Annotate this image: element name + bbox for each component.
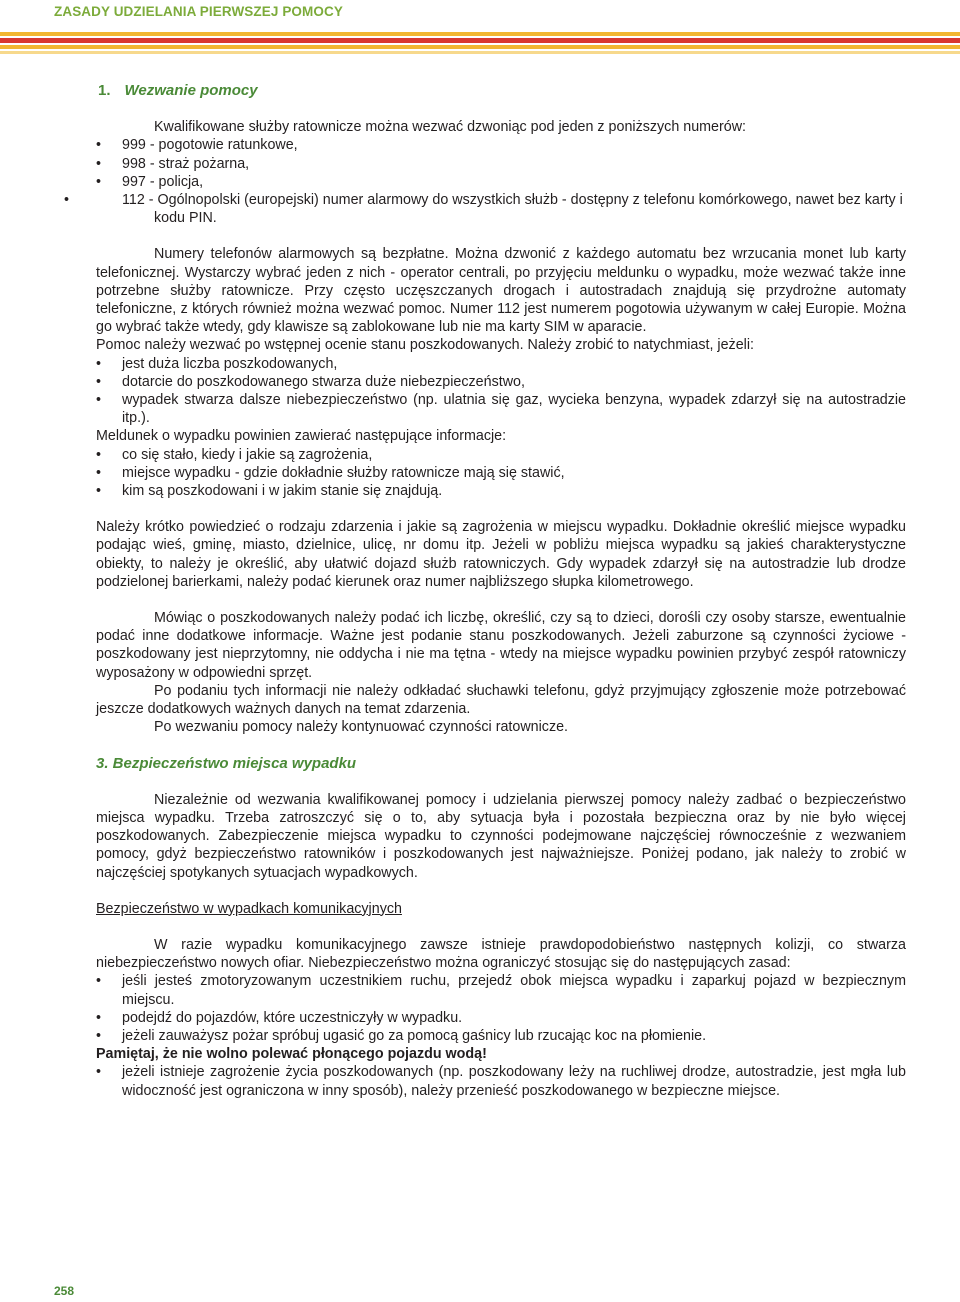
when-to-call-list xyxy=(96,355,906,428)
list-item: • jeżeli zauważysz pożar spróbuj ugasić go za pomocą gaśnicy lub rzucając koc na płomienie. xyxy=(96,1027,906,1045)
paragraph-hangup: Po podaniu tych informacji nie należy odkładać słuchawki telefonu, gdyż przyjmujący zgłoszenie może potrzebować jeszcze dodatkowych ważnych danych na temat zdarzenia. xyxy=(96,682,906,718)
paragraph-continue: Po wezwaniu pomocy należy kontynuować czynności ratownicze. xyxy=(154,719,569,736)
list-item: • miejsce wypadku - gdzie dokładnie służby ratownicze mają się stawić, xyxy=(96,464,906,482)
section-1-heading xyxy=(96,82,906,100)
running-header: ZASADY UDZIELANIA PIERWSZEJ POMOCY xyxy=(54,4,343,19)
stripe-light xyxy=(0,51,960,54)
list-item: • 999 - pogotowie ratunkowe, xyxy=(96,136,906,154)
header-stripes xyxy=(0,32,960,56)
subheading-traffic: Bezpieczeństwo w wypadkach komunikacyjnych xyxy=(96,900,402,917)
stripe-yellow xyxy=(0,32,960,36)
page-number: 258 xyxy=(54,1284,75,1298)
paragraph-report: Meldunek o wypadku powinien zawierać następujące informacje: xyxy=(96,428,507,445)
list-item: • wypadek stwarza dalsze niebezpieczeństwo (np. ulatnia się gaz, wycieka benzyna, wypadek zdarzył się na autostradzie itp.). xyxy=(96,391,906,427)
list-item: • jest duża liczba poszkodowanych, xyxy=(96,355,906,373)
list-item: • podejdź do pojazdów, które uczestniczyły w wypadku. xyxy=(96,1009,906,1027)
traffic-rules-list-2 xyxy=(96,1063,906,1099)
paragraph-place: Należy krótko powiedzieć o rodzaju zdarzenia i jakie są zagrożenia w miejscu wypadku. Dokładnie określić miejsce wypadku podając wieś, gminę, miasto, dzielnice, ulicę, nr domu itp. Jeżeli w pobliżu miejsca wypadku są jakieś charakterystyczne obiekty, to należy je określić, aby ułatwić dojazd służb ratowniczych. Gdy wypadek zdarzył się na autostradzie lub drodze podzielonej barierkami, należy podać kierunek oraz numer najbliższego słupka kilometrowego. xyxy=(96,519,906,590)
list-item: • jeżeli istnieje zagrożenie życia poszkodowanych (np. poszkodowany leży na ruchliwej drodze, autostradzie, jest mgła lub widoczność jest ograniczona w inny sposób), należy przenieść poszkodowanego w bezpieczne miejsce. xyxy=(96,1063,906,1099)
list-item: • dotarcie do poszkodowanego stwarza duże niebezpieczeństwo, xyxy=(96,373,906,391)
stripe-orange xyxy=(0,45,960,49)
section-1-number: 1. xyxy=(98,82,111,99)
page-content xyxy=(96,82,906,1100)
traffic-rules-list xyxy=(96,972,906,1045)
section-3-heading: 3. Bezpieczeństwo miejsca wypadku xyxy=(96,754,357,772)
paragraph-traffic: W razie wypadku komunikacyjnego zawsze istnieje prawdopodobieństwo następnych kolizji, co stwarza niebezpieczeństwo nowych ofiar. Niebezpieczeństwo można ograniczyć stosując się do następujących zasad: xyxy=(96,936,906,972)
list-item: • kim są poszkodowani i w jakim stanie się znajdują. xyxy=(96,482,906,500)
paragraph-when-to-call: Pomoc należy wezwać po wstępnej ocenie stanu poszkodowanych. Należy zrobić to natychmiast, jeżeli: xyxy=(96,337,754,354)
list-item: • 112 - Ogólnopolski (europejski) numer alarmowy do wszystkich służb - dostępny z telefonu komórkowego, nawet bez karty i kodu PIN. xyxy=(96,191,906,227)
emergency-numbers-list xyxy=(96,136,906,227)
paragraph-victims: Mówiąc o poszkodowanych należy podać ich liczbę, określić, czy są to dzieci, dorośli czy osoby starsze, ewentualnie podać inne dodatkowe informacje. Ważne jest podanie stanu poszkodowanych. Jeżeli zaburzone są czynności życiowe - poszkodowany jest nieprzytomny, nie oddycha i nie ma tętna - wtedy na miejsce wypadku powinien przybyć zespół ratowniczy wyposażony w odpowiedni sprzęt. xyxy=(96,610,906,681)
list-item: • co się stało, kiedy i jakie są zagrożenia, xyxy=(96,446,906,464)
list-item: • 997 - policja, xyxy=(96,173,906,191)
list-item: • jeśli jesteś zmotoryzowanym uczestnikiem ruchu, przejedź obok miejsca wypadku i zaparkuj pojazd w bezpiecznym miejscu. xyxy=(96,972,906,1008)
paragraph-scene-safety: Niezależnie od wezwania kwalifikowanej pomocy i udzielania pierwszej pomocy należy zadbać o bezpieczeństwo miejsca wypadku. Trzeba zatroszczyć się o to, aby sytuacja była i pozostała bezpieczna oraz by nie było więcej poszkodowanych. Zabezpieczenie miejsca wypadku to czynności podejmowane najczęściej równocześnie z wezwaniem pomocy, gdyż bezpieczeństwo ratowników i poszkodowanych jest najważniejsze. Poniżej podano, jak należy to zrobić w najczęściej spotykanych sytuacjach wypadkowych. xyxy=(96,791,906,881)
section-1-title: Wezwanie pomocy xyxy=(124,82,258,99)
emergency-intro: Kwalifikowane służby ratownicze można wezwać dzwoniąc pod jeden z poniższych numerów: xyxy=(154,119,747,136)
paragraph-free-calls: Numery telefonów alarmowych są bezpłatne. Można dzwonić z każdego automatu bez wrzucania monet lub karty telefonicznej. Wystarczy wybrać jeden z nich - operator centrali, po przyjęciu meldunku o wypadku, może wezwać także inne potrzebne służby ratownicze. Przy często uczęszczanych drogach i autostradach znajdują się przydrożne automaty telefoniczne, z których również można wezwać pomoc. Numer 112 jest numerem pogotowia używanym w całej Europie. Można go wybrać także wtedy, gdy klawisze są zablokowane lub nie ma karty SIM w aparacie. xyxy=(96,246,906,336)
report-info-list xyxy=(96,446,906,501)
warning-text: Pamiętaj, że nie wolno polewać płonącego pojazdu wodą! xyxy=(96,1046,487,1063)
stripe-red xyxy=(0,38,960,43)
list-item: • 998 - straż pożarna, xyxy=(96,155,906,173)
